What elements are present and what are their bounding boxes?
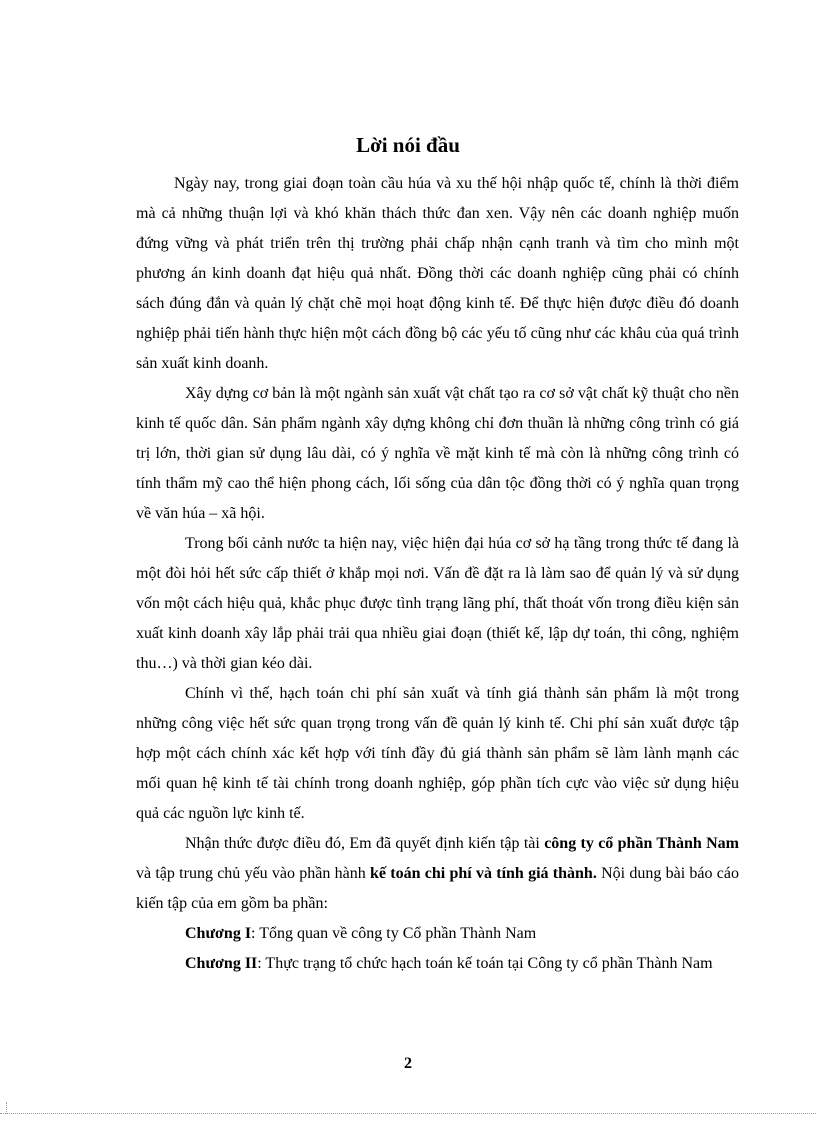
paragraph-2: Xây dựng cơ bản là một ngành sản xuất vật chất tạo ra cơ sở vật chất kỹ thuật cho nền kinh tế quốc dân. Sản phẩm ngành xây dựng không chỉ đơn thuần là những công trình có giá trị lớn, thời gian sử dụng lâu dài, có ý nghĩa về mặt kinh tế mà còn là những công trình có tính thẩm mỹ cao thể hiện phong cách, lối sống của dân tộc đồng thời có ý nghĩa quan trọng về văn húa – xã hội.	[136, 385, 739, 522]
intro-text-2: và tập trung chủ yếu vào phần hành	[136, 865, 371, 882]
intro-text-1: Nhận thức được điều đó, Em đã quyết định kiến tập tài	[185, 835, 545, 852]
paragraph-1: Ngày nay, trong giai đoạn toàn cầu húa và xu thế hội nhập quốc tế, chính là thời điểm mà cả những thuận lợi và khó khăn thách thức đan xen. Vậy nên các doanh nghiệp muốn đứng vững và phát triển trên thị trường phải chấp nhận cạnh tranh và tìm cho mình một phương án kinh doanh đạt hiệu quả nhất. Đồng thời các doanh nghiệp cũng phải có chính sách đúng đắn và quản lý chặt chẽ mọi hoạt động kinh tế. Để thực hiện được điều đó doanh nghiệp phải tiến hành thực hiện một cách đồng bộ các yếu tố cũng như các khâu của quá trình sản xuất kinh doanh.	[136, 175, 739, 372]
page-boundary-line	[0, 1113, 816, 1114]
chapter-1-label: Chương I	[185, 925, 252, 942]
page-number: 2	[404, 1055, 412, 1072]
chapter-1-title: : Tổng quan về công ty Cổ phần Thành Nam	[251, 925, 537, 942]
document-body	[136, 169, 739, 979]
company-name-bold: công ty cổ phần Thành Nam	[544, 835, 739, 852]
paragraph-5	[136, 829, 739, 919]
chapter-2-line	[136, 949, 739, 979]
intro-text-3: Nội dung bài báo cáo kiến tập của em gồm ba phần:	[136, 865, 739, 912]
page-corner-mark	[6, 1102, 8, 1114]
chapter-2-title: : Thực trạng tổ chức hạch toán kế toán tại Công ty cổ phần Thành Nam	[257, 955, 713, 972]
page-title: Lời nói đầu	[356, 133, 460, 157]
chapter-1-line	[136, 919, 739, 949]
topic-bold: kế toán chi phí và tính giá thành.	[370, 865, 597, 882]
chapter-2-label: Chương II	[185, 955, 258, 972]
paragraph-4: Chính vì thế, hạch toán chi phí sản xuất và tính giá thành sản phẩm là một trong những công việc hết sức quan trọng trong vấn đề quản lý kinh tế. Chi phí sản xuất được tập hợp một cách chính xác kết hợp với tính đầy đủ giá thành sản phẩm sẽ làm lành mạnh các mối quan hệ kinh tế tài chính trong doanh nghiệp, góp phần tích cực vào việc sử dụng hiệu quả các nguồn lực kinh tế.	[136, 685, 739, 822]
paragraph-3: Trong bối cảnh nước ta hiện nay, việc hiện đại húa cơ sở hạ tầng trong thức tế đang là một đòi hỏi hết sức cấp thiết ở khắp mọi nơi. Vấn đề đặt ra là làm sao để quản lý và sử dụng vốn một cách hiệu quả, khắc phục được tình trạng lãng phí, thất thoát vốn trong điều kiện sản xuất kinh doanh xây lắp phải trải qua nhiều giai đoạn (thiết kế, lập dự toán, thi công, nghiệm thu…) và thời gian kéo dài.	[136, 535, 739, 672]
